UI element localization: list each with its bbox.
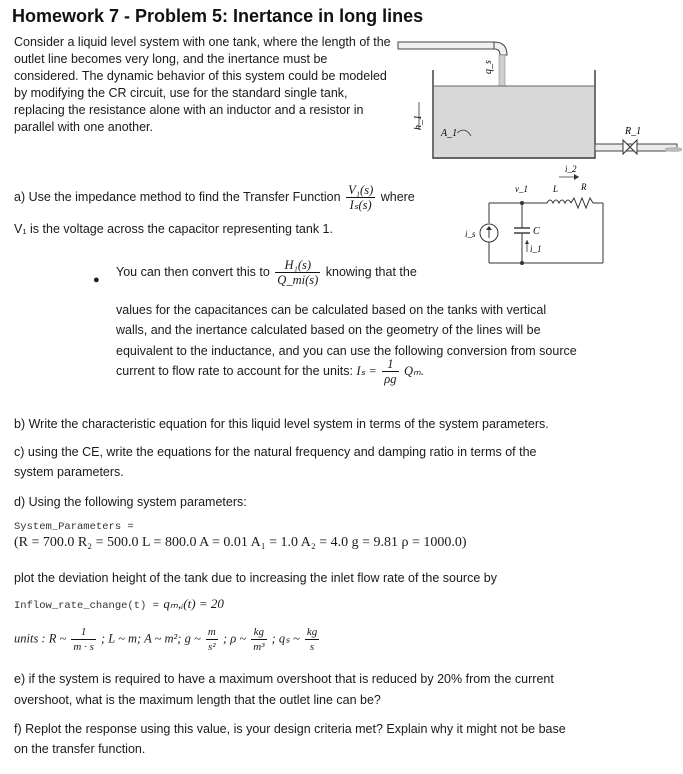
intro-paragraph: Consider a liquid level system with one tank, where the length of the outlet line becomes very long, and the inertance must be considered. The dynamic behavior of this system could be modeled by modifying the CR circuit, use for the standard single tank, replacing the resistance alone with an inductor and a resistor in parallel with one another. — [14, 35, 391, 134]
part-f-line-2: on the transfer function. — [14, 742, 146, 756]
inflow-label: Inflow_rate_change(t) = — [14, 600, 159, 612]
part-d: d) Using the following system parameters: — [14, 495, 247, 509]
units-prefix: units : R ~ — [14, 631, 67, 646]
qs-label: q_s — [483, 60, 494, 74]
units-q-den: s — [309, 641, 315, 653]
part-e-line-1: e) if the system is required to have a maximum overshoot that is reduced by 20% from the current — [14, 672, 554, 686]
units-rho-den: m³ — [253, 641, 265, 653]
tank-diagram — [395, 30, 683, 165]
transfer-function-fraction — [346, 183, 375, 212]
h1-label: h_1 — [413, 115, 424, 130]
bullet-numerator: H₁(s) — [275, 258, 320, 273]
system-parameters: (R = 700.0 R₂ = 500.0 L = 800.0 A = 0.01 A₁ = 1.0 A₂ = 4.0 g = 9.81 ρ = 1000.0) — [14, 535, 467, 550]
bullet-cont-1: values for the capacitances can be calculated based on the tanks with vertical — [116, 303, 547, 317]
bullet-cont-4-line — [116, 357, 424, 386]
part-a — [14, 183, 415, 212]
units-r-num: 1 — [71, 625, 95, 640]
part-f-line-1: f) Replot the response using this value, is your design criteria met? Explain why it might not be base — [14, 722, 566, 736]
conversion-lhs: Iₛ = — [356, 363, 377, 378]
outflow-stream — [665, 147, 682, 152]
part-c-line-1: c) using the CE, write the equations for the natural frequency and damping ratio in terms of the — [14, 445, 537, 459]
units-line — [14, 625, 321, 654]
units-r-fraction — [71, 625, 95, 654]
units-g-den: s² — [208, 641, 216, 653]
inlet-pipe-bend — [494, 42, 507, 55]
units-q-fraction — [305, 625, 319, 654]
is-label: i_s — [465, 229, 476, 239]
units-mid-2: ; ρ ~ — [222, 631, 247, 646]
page-title: Homework 7 - Problem 5: Inertance in long lines — [12, 6, 424, 26]
i2-label: i_2 — [565, 164, 577, 174]
i1-label: i_1 — [530, 244, 542, 254]
bullet-cont-4: current to flow rate to account for the units: — [116, 363, 353, 378]
tank-water — [434, 86, 594, 157]
A1-label: A_1 — [441, 128, 458, 139]
part-e-line-2: overshoot, what is the maximum length that the outlet line can be? — [14, 693, 381, 707]
inflow-value: qₘ,ᵢ(t) = 20 — [163, 596, 224, 611]
units-rho-fraction — [251, 625, 266, 654]
units-rho-num: kg — [251, 625, 266, 640]
units-mid-1: ; L ~ m; A ~ m²; g ~ — [100, 631, 201, 646]
v1-note: V₁ is the voltage across the capacitor representing tank 1. — [14, 222, 333, 236]
inflow-stream — [499, 55, 505, 90]
system-parameters-label: System_Parameters = — [14, 521, 134, 533]
bullet-fraction — [275, 258, 320, 287]
tf-numerator: V₁(s) — [348, 183, 374, 197]
bullet-suffix: knowing that the — [325, 264, 417, 279]
conversion-denominator: ρg — [384, 372, 397, 386]
resistor — [571, 198, 593, 208]
units-q-num: kg — [306, 626, 318, 638]
conversion-rhs: Qₘ. — [404, 363, 424, 378]
bullet-prefix: You can then convert this to — [116, 264, 270, 279]
R1-label: R_1 — [625, 126, 642, 137]
part-c-line-2: system parameters. — [14, 465, 124, 479]
bullet-line — [116, 258, 417, 287]
inlet-pipe — [398, 42, 494, 49]
L-label: L — [553, 184, 559, 194]
bullet-cont-2: walls, and the inertance calculated based on the geometry of the lines will be — [116, 323, 541, 337]
plot-instruction: plot the deviation height of the tank due to increasing the inlet flow rate of the source by — [14, 571, 497, 585]
bullet-cont-3: equivalent to the inductance, and you can use the following conversion from source — [116, 344, 577, 358]
bullet-denominator: Q_mi(s) — [277, 273, 319, 287]
bullet-dot: ● — [93, 274, 100, 286]
valve — [623, 140, 637, 154]
units-g-fraction — [206, 625, 218, 654]
circuit-diagram — [455, 160, 615, 280]
C-label: C — [533, 226, 540, 237]
conversion-fraction — [382, 357, 398, 386]
units-mid-3: ; qₛ ~ — [271, 631, 300, 646]
inflow-line — [14, 595, 224, 613]
inductor — [547, 200, 571, 203]
R-label: R — [581, 182, 587, 192]
tf-denominator: Iₛ(s) — [349, 198, 372, 212]
units-g-num: m — [207, 626, 216, 638]
units-r-den: m · s — [73, 641, 94, 653]
conversion-numerator: 1 — [382, 357, 398, 372]
part-b: b) Write the characteristic equation for this liquid level system in terms of the system parameters. — [14, 417, 549, 431]
part-a-suffix: where — [380, 189, 415, 204]
v1-label: v_1 — [515, 184, 528, 194]
part-a-prefix: a) Use the impedance method to find the Transfer Function — [14, 189, 341, 204]
